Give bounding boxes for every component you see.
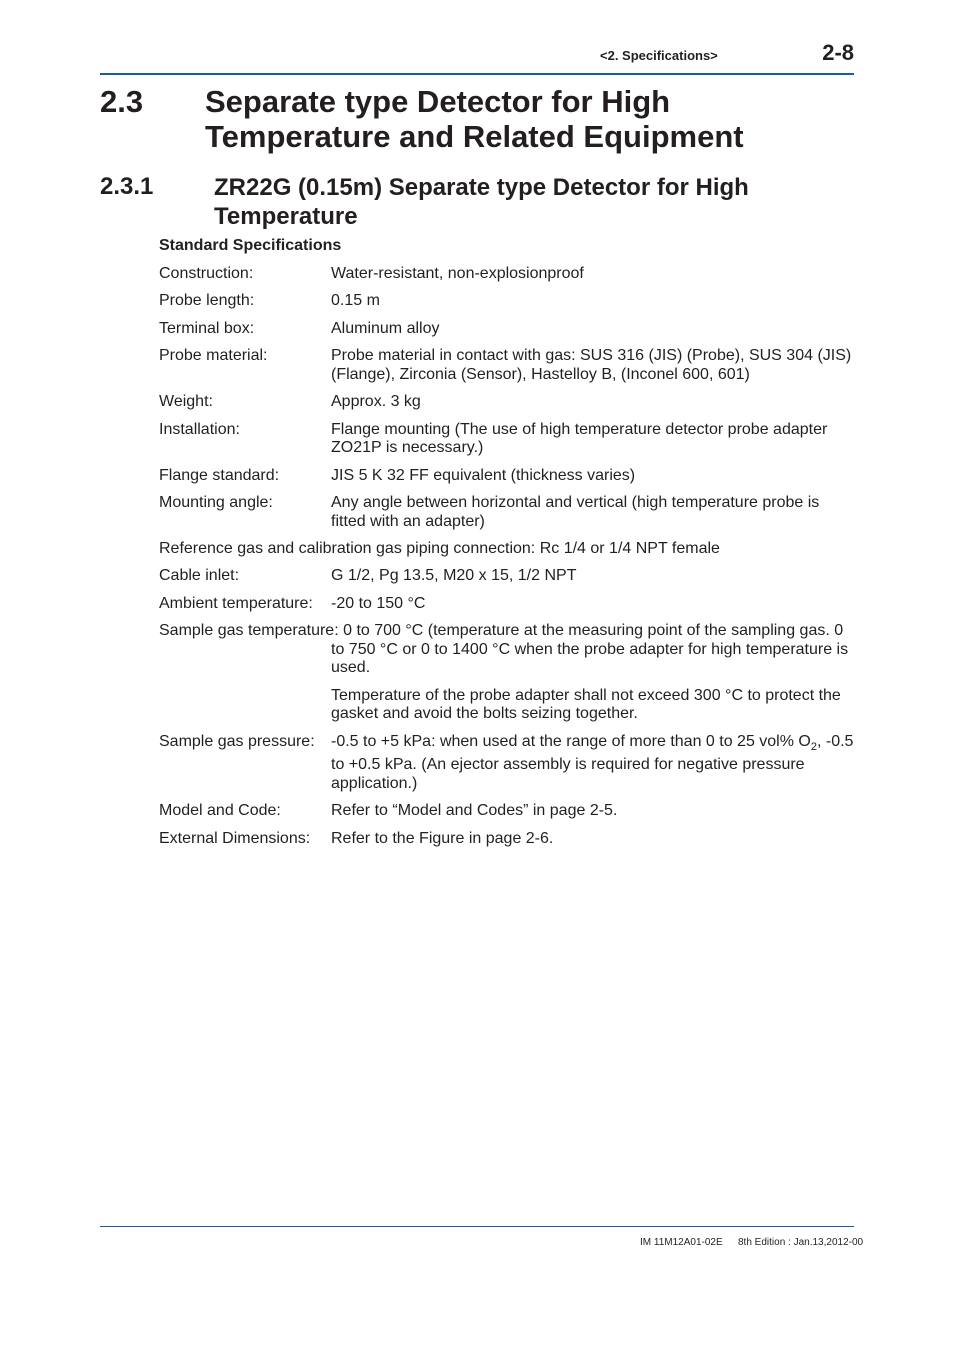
spec-value-text: , -0.5 to +0.5 kPa. (An ejector assembly is required for negative pressure application.) — [331, 732, 854, 793]
spec-value: Probe material in contact with gas: SUS 316 (JIS) (Probe), SUS 304 (JIS) (Flange), Zirconia (Sensor), Hastelloy B, (Inconel 600, 601) — [331, 347, 852, 383]
spec-label: Weight: — [159, 393, 213, 411]
spec-value — [331, 733, 854, 794]
spec-label: Installation: — [159, 420, 240, 438]
spec-label: Probe material: — [159, 347, 268, 365]
spec-value-text: -0.5 to +5 kPa: when used at the range of more than 0 to 25 vol% O — [331, 732, 811, 750]
standard-specifications-heading: Standard Specifications — [159, 237, 342, 254]
subscript: 2 — [810, 740, 817, 753]
spec-row-sample-gas-temperature — [159, 622, 854, 678]
spec-row-installation — [159, 421, 854, 458]
subsection-number: 2.3.1 — [100, 173, 154, 200]
spec-row-weight — [159, 393, 854, 412]
spec-probe-adapter-note: Temperature of the probe adapter shall not exceed 300 °C to protect the gasket and avoid the bolts seizing together. — [331, 686, 841, 723]
spec-row-cable-inlet — [159, 567, 854, 586]
spec-label: Model and Code: — [159, 802, 281, 820]
spec-label: Construction: — [159, 265, 254, 282]
spec-label: Sample gas pressure: — [159, 732, 315, 750]
footer-rule — [100, 1226, 854, 1227]
spec-label: Probe length: — [159, 292, 255, 310]
running-header-chapter: <2. Specifications> — [600, 48, 718, 63]
spec-value: Approx. 3 kg — [331, 393, 421, 411]
spec-row-external-dimensions — [159, 830, 854, 849]
spec-value: Flange mounting (The use of high temperature detector probe adapter ZO21P is necessary.) — [331, 420, 828, 457]
spec-label: Flange standard: — [159, 466, 280, 484]
spec-label: Sample gas temperature: — [159, 622, 339, 640]
section-number: 2.3 — [100, 84, 144, 119]
footer-doc-id: IM 11M12A01-02E — [640, 1237, 723, 1248]
spec-label: Terminal box: — [159, 319, 255, 337]
spec-value: Water-resistant, non-explosionproof — [331, 265, 584, 282]
footer-edition: 8th Edition : Jan.13,2012-00 — [738, 1237, 864, 1248]
subsection-title: ZR22G (0.15m) Separate type Detector for High Temperature — [214, 174, 749, 230]
spec-label: External Dimensions: — [159, 829, 311, 847]
spec-value: Refer to the Figure in page 2-6. — [331, 829, 554, 847]
spec-row-mounting-angle — [159, 494, 854, 531]
spec-row-flange-standard — [159, 467, 854, 486]
spec-label: Mounting angle: — [159, 493, 273, 511]
spec-label: Cable inlet: — [159, 567, 240, 585]
spec-label: Ambient temperature: — [159, 594, 313, 612]
page-number: 2-8 — [822, 40, 854, 65]
section-title: Separate type Detector for High Temperature and Related Equipment — [205, 84, 744, 154]
spec-value: 0.15 m — [331, 292, 380, 310]
spec-row-model-code — [159, 802, 854, 821]
spec-value: 0 to 700 °C (temperature at the measuring point of the sampling gas. 0 to 750 °C or 0 to 1400 °C when the probe adapter for high temperature is used. — [331, 622, 849, 677]
spec-value: G 1/2, Pg 13.5, M20 x 15, 1/2 NPT — [331, 567, 577, 585]
spec-row-probe-material — [159, 347, 854, 384]
spec-row-probe-length — [159, 292, 854, 311]
spec-value: Any angle between horizontal and vertical (high temperature probe is fitted with an adapter) — [331, 493, 820, 530]
spec-value: JIS 5 K 32 FF equivalent (thickness varies) — [331, 466, 636, 484]
header-rule — [100, 73, 854, 75]
spec-reference-gas: Reference gas and calibration gas piping connection: Rc 1/4 or 1/4 NPT female — [159, 539, 720, 557]
spec-row-construction — [159, 265, 854, 284]
spec-row-ambient-temperature — [159, 595, 854, 614]
spec-value: Aluminum alloy — [331, 319, 440, 337]
spec-list — [159, 265, 854, 857]
spec-value: Refer to “Model and Codes” in page 2-5. — [331, 802, 618, 820]
spec-value: -20 to 150 °C — [331, 594, 426, 612]
spec-row-terminal-box — [159, 320, 854, 339]
spec-row-sample-gas-pressure — [159, 733, 854, 794]
